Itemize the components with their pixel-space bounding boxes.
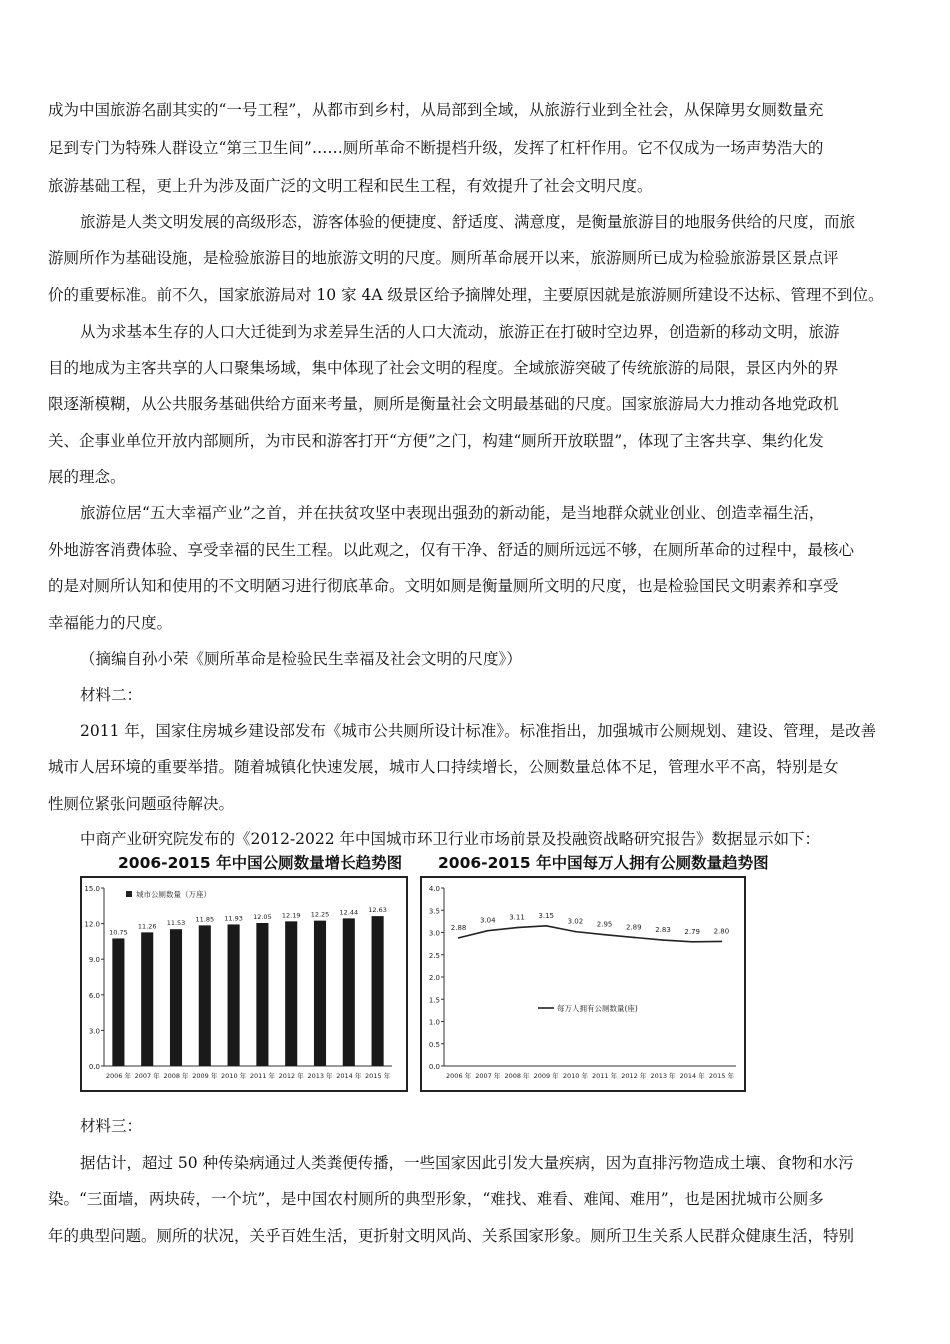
y-tick-label: 3.5 [428,907,440,916]
legend-swatch [126,891,132,897]
paragraph-3-line-3: 限逐渐模糊，从公共服务基础供给方面来考量，厕所是衡量社会文明最基础的尺度。国家旅游局大力推动各地党政机 [48,395,839,413]
data-point [545,925,547,927]
bar [170,929,182,1066]
paragraph-1-line-1: 成为中国旅游名副其实的“一号工程”，从都市到乡村，从局部到全域，从旅游行业到全社会，从保障男女厕数量充 [48,101,824,119]
paragraph-7-line-2: 染。“三面墙，两块砖，一个坑”，是中国农村厕所的典型形象，“难找、难看、难闻、难用”，也是困扰城市公厕多 [48,1190,824,1208]
y-tick-label: 12.0 [84,920,100,929]
material-2-label: 材料二： [80,686,143,704]
x-tick-label: 2015 年 [708,1072,734,1080]
bar-value-label: 12.25 [310,910,330,919]
x-tick-label: 2014 年 [336,1072,362,1080]
x-tick-label: 2008 年 [163,1072,189,1080]
bar [256,923,268,1066]
bar-value-label: 10.75 [109,928,128,937]
point-value-label: 2.88 [450,923,467,932]
x-tick-label: 2008 年 [504,1072,530,1080]
bar [343,918,355,1066]
bar-value-label: 11.85 [195,915,215,924]
x-tick-label: 2011 年 [249,1072,275,1080]
bar-value-label: 11.93 [224,914,243,923]
y-tick-label: 0.0 [428,1063,440,1071]
paragraph-2-line-3: 价的重要标准。前不久，国家旅游局对 10 家 4A 级景区给予摘牌处理，主要原因就是旅游厕所建设不达标、管理不到位。 [48,286,884,304]
x-tick-label: 2010 年 [221,1072,247,1080]
y-tick-label: 1.5 [428,996,440,1005]
point-value-label: 2.83 [655,926,671,935]
x-tick-label: 2013 年 [307,1072,333,1080]
y-tick-label: 15.0 [84,885,100,893]
bar [285,921,297,1066]
x-tick-label: 2006 年 [105,1072,131,1080]
data-point [575,931,577,933]
paragraph-3-line-1: 从为求基本生存的人口大迁徙到为求差异生活的人口大流动，旅游正在打破时空边界，创造新的移动文明，旅游 [80,323,840,341]
legend-label: 城市公厕数量（万座） [136,890,211,899]
x-tick-label: 2010 年 [562,1072,588,1080]
paragraph-7-line-3: 年的典型问题。厕所的状况，关乎百姓生活，更折射文明风尚、关系国家形象。厕所卫生关系人民群众健康生活，特别 [48,1227,855,1245]
data-point [662,939,664,941]
y-tick-label: 3.0 [428,929,440,938]
paragraph-2-line-1: 旅游是人类文明发展的高级形态，游客体验的便捷度、舒适度、满意度，是衡量旅游目的地服务供给的尺度，而旅 [80,213,856,231]
y-tick-label: 9.0 [88,956,100,965]
y-tick-label: 3.0 [88,1027,100,1036]
paragraph-5-line-2: 城市人居环境的重要举措。随着城镇化快速发展，城市人口持续增长，公厕数量总体不足，管理水平不高，特别是女 [48,758,839,776]
paragraph-3-line-2: 目的地成为主客共享的人口聚集场域，集中体现了社会文明的程度。全域旅游突破了传统旅游的局限，景区内外的界 [48,359,839,377]
data-point [691,941,693,943]
bar-value-label: 12.63 [368,906,387,915]
x-tick-label: 2013 年 [650,1072,676,1080]
point-value-label: 2.95 [596,920,613,929]
paragraph-4-line-1: 旅游位居“五大幸福产业”之首，并在扶贫攻坚中表现出强劲的新动能，是当地群众就业创业、创造幸福生活， [80,504,825,522]
y-tick-label: 0.0 [88,1063,100,1071]
y-tick-label: 2.5 [428,951,440,960]
x-tick-label: 2014 年 [679,1072,705,1080]
data-point [458,937,460,939]
chart-2-frame [420,876,746,1092]
paragraph-3-line-5: 展的理念。 [48,468,126,486]
x-tick-label: 2006 年 [446,1072,472,1080]
x-tick-label: 2007 年 [475,1072,501,1080]
paragraph-4-line-4: 幸福能力的尺度。 [48,614,173,632]
x-tick-label: 2007 年 [134,1072,160,1080]
x-tick-label: 2015 年 [365,1072,391,1080]
y-tick-label: 6.0 [88,991,100,1000]
source-citation: （摘编自孙小荣《厕所革命是检验民生幸福及社会文明的尺度》） [80,650,522,668]
chart-1-frame [80,876,408,1092]
paragraph-2-line-2: 游厕所作为基础设施，是检验旅游目的地旅游文明的尺度。厕所革命展开以来，旅游厕所已成为检验旅游景区景点评 [48,249,839,267]
bar [228,924,240,1066]
x-tick-label: 2009 年 [192,1072,218,1080]
bar-value-label: 12.44 [339,908,359,917]
bar-value-label: 12.19 [281,911,301,920]
x-tick-label: 2012 年 [278,1072,304,1080]
point-value-label: 3.04 [480,916,496,925]
bar-value-label: 11.53 [166,919,186,928]
x-tick-label: 2012 年 [621,1072,647,1080]
point-value-label: 3.11 [509,913,525,922]
material-3-label: 材料三： [80,1117,143,1135]
bar-chart [82,878,406,1090]
bar [141,932,153,1066]
paragraph-5-line-3: 性厕位紧张问题亟待解决。 [48,795,235,813]
paragraph-4-line-2: 外地游客消费体验、享受幸福的民生工程。以此观之，仅有干净、舒适的厕所远远不够，在厕所革命的过程中，最核心 [48,541,855,559]
point-value-label: 2.79 [684,927,700,936]
bar-value-label: 11.26 [137,922,157,931]
y-tick-label: 2.0 [428,974,440,982]
series-line [459,926,722,942]
bar-value-label: 12.05 [253,913,272,922]
bar [112,938,124,1066]
report-intro: 中商产业研究院发布的《2012-2022 年中国城市环卫行业市场前景及投融资战略研究报告》数据显示如下： [80,830,821,848]
paragraph-1-line-3: 旅游基础工程，更上升为涉及面广泛的文明工程和民生工程，有效提升了社会文明尺度。 [48,177,653,195]
chart-1-title: 2006-2015 年中国公厕数量增长趋势图 [118,854,403,872]
legend-label: 每万人拥有公厕数量(座) [557,1004,638,1013]
data-point [516,927,518,929]
paragraph-5-line-1: 2011 年，国家住房城乡建设部发布《城市公共厕所设计标准》。标准指出，加强城市公厕规划、建设、管理，是改善 [80,722,877,740]
data-point [721,941,723,943]
bar [199,925,211,1066]
point-value-label: 3.15 [538,911,554,920]
y-tick-label: 1.0 [428,1018,440,1027]
bar [314,921,326,1066]
point-value-label: 3.02 [567,917,584,926]
paragraph-3-line-4: 关、企事业单位开放内部厕所，为市民和游客打开“方便”之门，构建“厕所开放联盟”，体现了主客共享、集约化发 [48,432,824,450]
paragraph-7-line-1: 据估计，超过 50 种传染病通过人类粪便传播，一些国家因此引发大量疾病，因为直排污物造成土壤、食物和水污 [80,1154,854,1172]
line-chart [422,878,744,1090]
data-point [487,930,489,932]
x-tick-label: 2011 年 [592,1072,618,1080]
y-tick-label: 0.5 [428,1040,440,1049]
paragraph-4-line-3: 的是对厕所认知和使用的不文明陋习进行彻底革命。文明如厕是衡量厕所文明的尺度，也是检验国民文明素养和享受 [48,577,839,595]
data-point [633,937,635,939]
point-value-label: 2.89 [626,923,642,932]
y-tick-label: 4.0 [428,885,440,893]
chart-2-title: 2006-2015 年中国每万人拥有公厕数量趋势图 [438,854,769,872]
paragraph-1-line-2: 足到专门为特殊人群设立“第三卫生间”……厕所革命不断提档升级，发挥了杠杆作用。它不仅成为一场声势浩大的 [48,139,824,157]
data-point [604,934,606,936]
point-value-label: 2.80 [713,927,730,936]
x-tick-label: 2009 年 [533,1072,559,1080]
bar [372,916,384,1066]
